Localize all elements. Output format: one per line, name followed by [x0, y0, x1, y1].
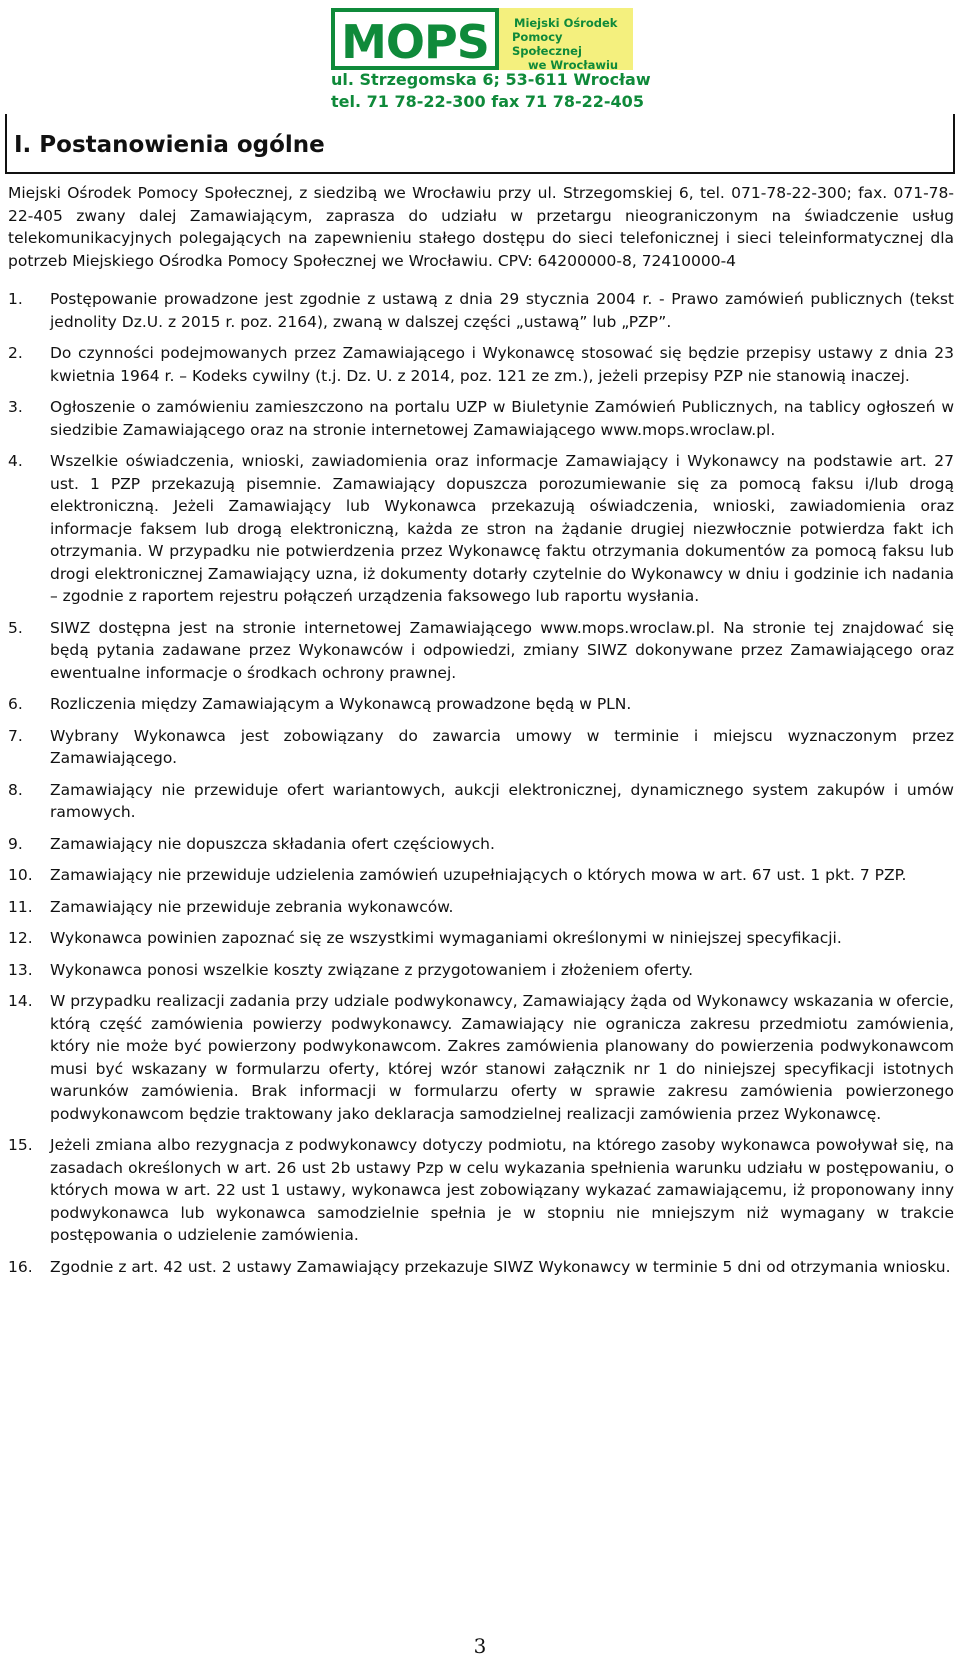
address-line: ul. Strzegomska 6; 53-611 Wrocław — [331, 70, 651, 89]
contact-line: tel. 71 78-22-300 fax 71 78-22-405 — [331, 92, 644, 111]
list-item — [0, 1256, 960, 1279]
list-item — [0, 342, 960, 387]
item-number: 9. — [8, 834, 23, 853]
logo-subtitle-line: Pomocy Społecznej — [512, 30, 582, 58]
item-text: SIWZ dostępna jest na stronie internetowej Zamawiającego www.mops.wroclaw.pl. Na stronie tej znajdować się będą pytania zadawane przez Wykonawców i odpowiedzi, zmiany SIWZ dokonywane przez Zamawiającego oraz ewentualne informacje o środkach ochrony prawnej. — [50, 618, 954, 682]
item-number: 13. — [8, 960, 33, 979]
mops-logo-mark — [331, 8, 499, 70]
logo-text: MOPS — [341, 15, 489, 69]
item-number: 10. — [8, 866, 33, 884]
item-text: Ogłoszenie o zamówieniu zamieszczono na portalu UZP w Biuletynie Zamówień Publicznych, na tablicy ogłoszeń w siedzibie Zamawiającego oraz na stronie internetowej Zamawiającego www.mops.wroclaw.pl. — [50, 398, 954, 439]
item-text: Zamawiający nie dopuszcza składania ofert częściowych. — [50, 834, 495, 853]
item-text: Postępowanie prowadzone jest zgodnie z ustawą z dnia 29 stycznia 2004 r. - Prawo zamówień publicznych (tekst jednolity Dz.U. z 2015 r. poz. 2164), zwaną w dalszej części „ustawą” lub „PZP”. — [50, 290, 954, 331]
logo-subtitle — [499, 8, 633, 70]
item-number: 4. — [8, 452, 23, 470]
item-text: Rozliczenia między Zamawiającym a Wykonawcą prowadzone będą w PLN. — [50, 695, 632, 713]
list-item — [0, 396, 960, 441]
list-item — [0, 693, 960, 716]
list-item — [0, 1134, 960, 1247]
item-text: Zamawiający nie przewiduje udzielenia zamówień uzupełniających o których mowa w art. 67 ust. 1 pkt. 7 PZP. — [50, 866, 907, 884]
item-text: Jeżeli zmiana albo rezygnacja z podwykonawcy dotyczy podmiotu, na którego zasoby wykonawca powoływał się, na zasadach określonych w art. 26 ust 2b ustawy Pzp w celu wykazania spełnienia warunku udziału w postępowaniu, o których mowa w art. 22 ust 1 ustawy, wykonawca jest zobowiązany wykazać zamawiającemu, iż proponowany inny podwykonawca lub wykonawca samodzielnie spełnia je w stopniu nie mniejszym niż wymagany w trakcie postępowania o udzielenie zamówienia. — [50, 1136, 954, 1244]
list-item — [0, 617, 960, 685]
item-number: 6. — [8, 695, 23, 713]
item-number: 15. — [8, 1136, 33, 1154]
item-text: Wykonawca powinien zapoznać się ze wszystkimi wymaganiami określonymi w niniejszej specyfikacji. — [50, 929, 842, 947]
item-text: Zgodnie z art. 42 ust. 2 ustawy Zamawiający przekazuje SIWZ Wykonawcy w terminie 5 dni od otrzymania wniosku. — [50, 1257, 951, 1276]
item-number: 8. — [8, 780, 23, 799]
list-item — [0, 864, 960, 887]
list-item — [0, 896, 960, 919]
list-item — [0, 288, 960, 333]
item-text: Zamawiający nie przewiduje ofert wariantowych, aukcji elektronicznej, dynamicznego system zakupów i umów ramowych. — [50, 780, 954, 821]
item-number: 1. — [8, 290, 23, 308]
item-text: Wszelkie oświadczenia, wnioski, zawiadomienia oraz informacje Zamawiający i Wykonawcy na podstawie art. 27 ust. 1 PZP przekazują pisemnie. Zamawiający dopuszcza porozumiewanie się za pomocą faksu i/lub drogą elektroniczną. Jeżeli Zamawiający lub Wykonawca przekazują oświadczenia, wnioski, zawiadomienia oraz informacje faksem lub drogą elektroniczną, każda ze stron na żądanie drugiej niezwłocznie potwierdza fakt ich otrzymania. W przypadku nie potwierdzenia przez Wykonawcę faktu otrzymania dokumentów za pomocą faksu lub drogi elektronicznej Zamawiający uzna, iż dokumenty dotarły czytelnie do Wykonawcy w dniu i godzinie ich nadania – zgodnie z raportem rejestru połączeń urządzenia faksowego lub raportu wysłania. — [50, 452, 954, 605]
item-number: 11. — [8, 897, 33, 916]
section-title: I. Postanowienia ogólne — [14, 132, 325, 158]
item-number: 12. — [8, 929, 33, 947]
item-text: Do czynności podejmowanych przez Zamawiającego i Wykonawcę stosować się będzie przepisy ustawy z dnia 23 kwietnia 1964 r. – Kodeks cywilny (t.j. Dz. U. z 2014, poz. 121 ze zm.), jeżeli przepisy PZP nie stanowią inaczej. — [50, 344, 954, 385]
list-item — [0, 990, 960, 1125]
item-number: 5. — [8, 618, 23, 637]
page-number: 3 — [473, 1634, 487, 1658]
item-number: 3. — [8, 398, 23, 416]
item-text: W przypadku realizacji zadania przy udziale podwykonawcy, Zamawiający żąda od Wykonawcy wskazania w ofercie, którą część zamówienia powierzy podwykonawcy. Zamawiający nie ogranicza zakresu przedmiotu zamówienia, który nie może być powierzony podwykonawcom. Zakres zamówienia planowany do powierzenia podwykonawcom musi być wskazany w formularzu oferty, której wzór stanowi załącznik nr 1 do niniejszej specyfikacji istotnych warunków zamówienia. Brak informacji w formularzu oferty w sprawie zakresu zamówienia powierzonego podwykonawcom będzie traktowany jako deklaracja samodzielnej realizacji zamówienia przez Wykonawcę. — [50, 992, 954, 1123]
list-item — [0, 927, 960, 950]
list-item — [0, 833, 960, 856]
mops-logo — [331, 8, 633, 70]
item-number: 2. — [8, 344, 23, 362]
list-item — [0, 779, 960, 824]
provisions-list — [0, 288, 960, 1287]
item-number: 14. — [8, 992, 33, 1010]
list-item — [0, 959, 960, 982]
item-text: Wykonawca ponosi wszelkie koszty związane z przygotowaniem i złożeniem oferty. — [50, 960, 694, 979]
logo-subtitle-line: we Wrocławiu — [528, 58, 619, 72]
list-item — [0, 450, 960, 608]
logo-subtitle-line: Miejski Ośrodek — [514, 16, 618, 30]
intro-paragraph: Miejski Ośrodek Pomocy Społecznej, z siedzibą we Wrocławiu przy ul. Strzegomskiej 6, tel. 071-78-22-300; fax. 071-78-22-405 zwany dalej Zamawiającym, zaprasza do udziału w przetargu nieograniczonym na świadczenie usług telekomunikacyjnych polegających na zapewnieniu stałego dostępu do sieci telefonicznej i sieci teleinformatycznej dla potrzeb Miejskiego Ośrodka Pomocy Społecznej we Wrocławiu. CPV: 64200000-8, 72410000-4 — [8, 184, 954, 270]
item-text: Wybrany Wykonawca jest zobowiązany do zawarcia umowy w terminie i miejscu wyznaczonym przez Zamawiającego. — [50, 726, 954, 767]
item-number: 16. — [8, 1257, 33, 1276]
item-text: Zamawiający nie przewiduje zebrania wykonawców. — [50, 897, 454, 916]
list-item — [0, 725, 960, 770]
item-number: 7. — [8, 726, 23, 745]
